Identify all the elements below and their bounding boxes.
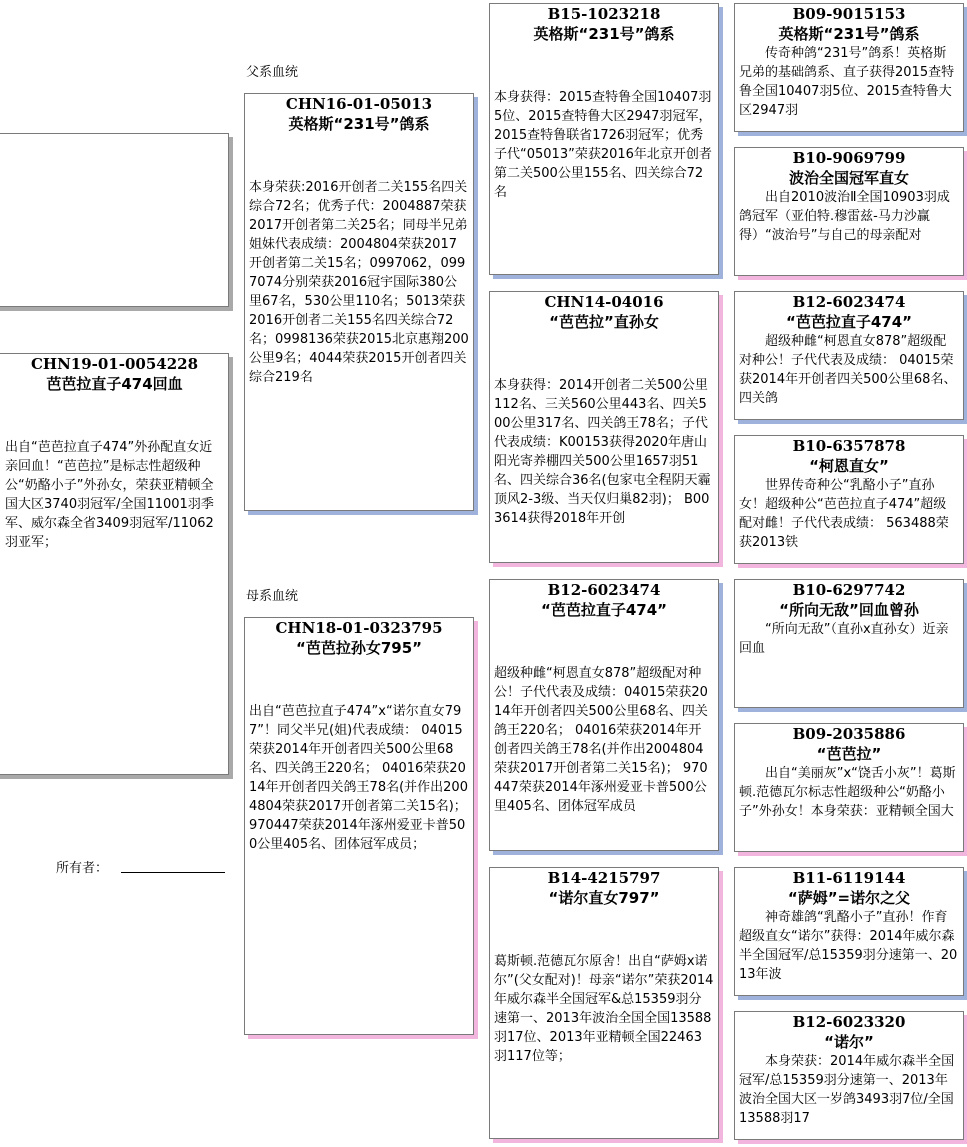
dam-sire-ring: B12-6023474 — [547, 581, 661, 599]
dds-name: “萨姆”=诺尔之父 — [787, 889, 911, 907]
subject-card — [0, 353, 229, 775]
sdd-card — [734, 435, 964, 564]
ddd-ring: B12-6023320 — [792, 1013, 906, 1031]
sss-card — [734, 3, 964, 132]
dam-ring: CHN18-01-0323795 — [275, 619, 443, 637]
dss-card — [734, 579, 964, 708]
dsd-ring: B09-2035886 — [792, 725, 906, 743]
ssd-ring: B10-9069799 — [792, 149, 906, 167]
dam-card — [244, 617, 474, 1035]
subject-ring: CHN19-01-0054228 — [30, 355, 199, 373]
sss-ring: B09-9015153 — [792, 5, 906, 23]
sire-dam-ring: CHN14-04016 — [544, 293, 664, 311]
ddd-name: “诺尔” — [824, 1033, 874, 1051]
owner-label: 所有者： — [56, 861, 109, 876]
sdd-ring: B10-6357878 — [792, 437, 906, 455]
sss-name: 英格斯“231号”鸽系 — [778, 25, 920, 43]
sire-card — [244, 93, 474, 511]
sire-desc: 本身荣获:2016开创者二关155名四关综合72名；优秀子代：2004887荣获2017开创者第二关25名；同母半兄弟姐妹代表成绩：2004804荣获2017开创者第二关15名；0997062，0997074分别荣获2016冠宇国际380公里67名，530公里110名；5013荣获2016开创者二关155名四关综合72名；0998136荣获2015北京惠翔200公里9名；4044荣获2015开创者四关综合219名 — [249, 180, 469, 385]
ddd-card — [734, 1011, 964, 1140]
sire-sire-card — [489, 3, 719, 275]
dam-name: “芭芭拉孙女795” — [295, 639, 423, 657]
ssd-name: 波治全国冠军直女 — [788, 169, 909, 187]
sds-card — [734, 291, 964, 420]
dds-ring: B11-6119144 — [792, 869, 906, 887]
dss-name: “所向无敌”回血曾孙 — [779, 601, 919, 619]
sire-ring: CHN16-01-05013 — [285, 95, 433, 113]
sdd-desc: 世界传奇种公“乳酪小子”直孙女！超级种公“芭芭拉直子474”超级配对雌！子代代表成绩： 563488荣获2013铁 — [739, 478, 949, 550]
dam-desc: 出自“芭芭拉直子474”x“诺尔直女797”！同父半兄(姐)代表成绩： 04015荣获2014年开创者四关500公里68名、四关鸽王220名； 04016荣获2014年开创者四关鸽王78名(并作出2004804荣获2017开创者第二关15名)； 970447荣获2014年涿州爱亚卡普500公里405名、团体冠军成员； — [249, 704, 468, 852]
dam-dam-ring: B14-4215797 — [547, 869, 661, 887]
sds-desc: 超级种雌“柯恩直女878”超级配对种公！子代代表及成绩： 04015荣获2014年开创者四关500公里68名、四关鸽 — [739, 334, 957, 406]
sire-name: 英格斯“231号”鸽系 — [288, 115, 430, 133]
sire-dam-desc: 本身获得：2014开创者二关500公里112名、三关560公里443名、四关500公里317名、四关鸽王78名；子代代表成绩：K00153获得2020年唐山阳光寄养棚四关500公里1657羽51名、四关综合36名(包家屯全程阴天霾顶风2-3级、当天仅归巢82羽)； B003614获得2018年开创 — [494, 378, 711, 526]
dsd-name: “芭芭拉” — [816, 745, 882, 763]
sire-sire-name: 英格斯“231号”鸽系 — [533, 25, 675, 43]
photo-box — [0, 133, 229, 307]
sdd-name: “柯恩直女” — [809, 457, 889, 475]
dam-dam-card — [489, 867, 719, 1139]
dam-sire-name: “芭芭拉直子474” — [540, 601, 668, 619]
sire-line-label: 父系血统 — [246, 65, 299, 80]
dds-card — [734, 867, 964, 996]
owner-line — [121, 872, 225, 873]
subject-name: 芭芭拉直子474回血 — [46, 375, 183, 393]
dam-line-label: 母系血统 — [246, 589, 299, 604]
dss-ring: B10-6297742 — [792, 581, 906, 599]
sds-name: “芭芭拉直子474” — [785, 313, 913, 331]
sire-dam-card — [489, 291, 719, 563]
sire-dam-name: “芭芭拉”直孙女 — [549, 313, 659, 331]
dsd-card — [734, 723, 964, 852]
dds-desc: 神奇雄鸽“乳酪小子”直孙！作育超级直女“诺尔”获得：2014年威尔森半全国冠军/总15359羽分速第一、2013年波 — [739, 910, 958, 982]
dam-dam-name: “诺尔直女797” — [548, 889, 660, 907]
dam-sire-desc: 超级种雌“柯恩直女878”超级配对种公！子代代表及成绩：04015荣获2014年开创者四关500公里68名、四关鸽王220名； 04016荣获2014年开创者四关鸽王78名(并作出2004804荣获2017开创者第二关15名)； 970447荣获2014年涿州爱亚卡普500公里405名、团体冠军成员 — [494, 666, 708, 814]
sire-sire-desc: 本身获得：2015查特鲁全国10407羽5位、2015查特鲁大区2947羽冠军，2015查特鲁联省1726羽冠军；优秀子代“05013”荣获2016年北京开创者第二关500公里155名、四关综合72名 — [494, 90, 712, 200]
ssd-desc: 出自2010波治Ⅱ全国10903羽成鸽冠军（亚伯特.穆雷兹-马力沙赢得）“波治号”与自己的母亲配对 — [739, 190, 950, 243]
dss-desc: “所向无敌”（直孙x直孙女）近亲回血 — [739, 622, 949, 656]
dsd-desc: 出自“美丽灰”x“饶舌小灰”！葛斯顿.范德瓦尔标志性超级种公“奶酪小子”外孙女！本身荣获：亚精顿全国大 — [739, 766, 956, 819]
ddd-desc: 本身荣获：2014年威尔森半全国冠军/总15359羽分速第一、2013年波治全国大区一岁鸽3493羽7位/全国13588羽17 — [739, 1054, 955, 1126]
dam-dam-desc: 葛斯顿.范德瓦尔原舍！出自“萨姆x诺尔”(父女配对)！母亲“诺尔”荣获2014年威尔森半全国冠军&总15359羽分速第一、2013年波治全国全国13588羽17位、2013年亚精顿全国22463羽117位等； — [494, 954, 714, 1064]
sire-sire-ring: B15-1023218 — [547, 5, 661, 23]
ssd-card — [734, 147, 964, 276]
sds-ring: B12-6023474 — [792, 293, 906, 311]
sss-desc: 传奇种鸽“231号”鸽系！英格斯兄弟的基础鸽系、直子获得2015查特鲁全国10407羽5位、2015查特鲁大区2947羽 — [739, 46, 955, 118]
subject-desc: 出自“芭芭拉直子474”外孙配直女近亲回血！“芭芭拉”是标志性超级种公“奶酪小子”外孙女，荣获亚精顿全国大区3740羽冠军/全国11001羽季军、威尔森全省3409羽冠军/11062羽亚军； — [5, 440, 214, 550]
dam-sire-card — [489, 579, 719, 851]
